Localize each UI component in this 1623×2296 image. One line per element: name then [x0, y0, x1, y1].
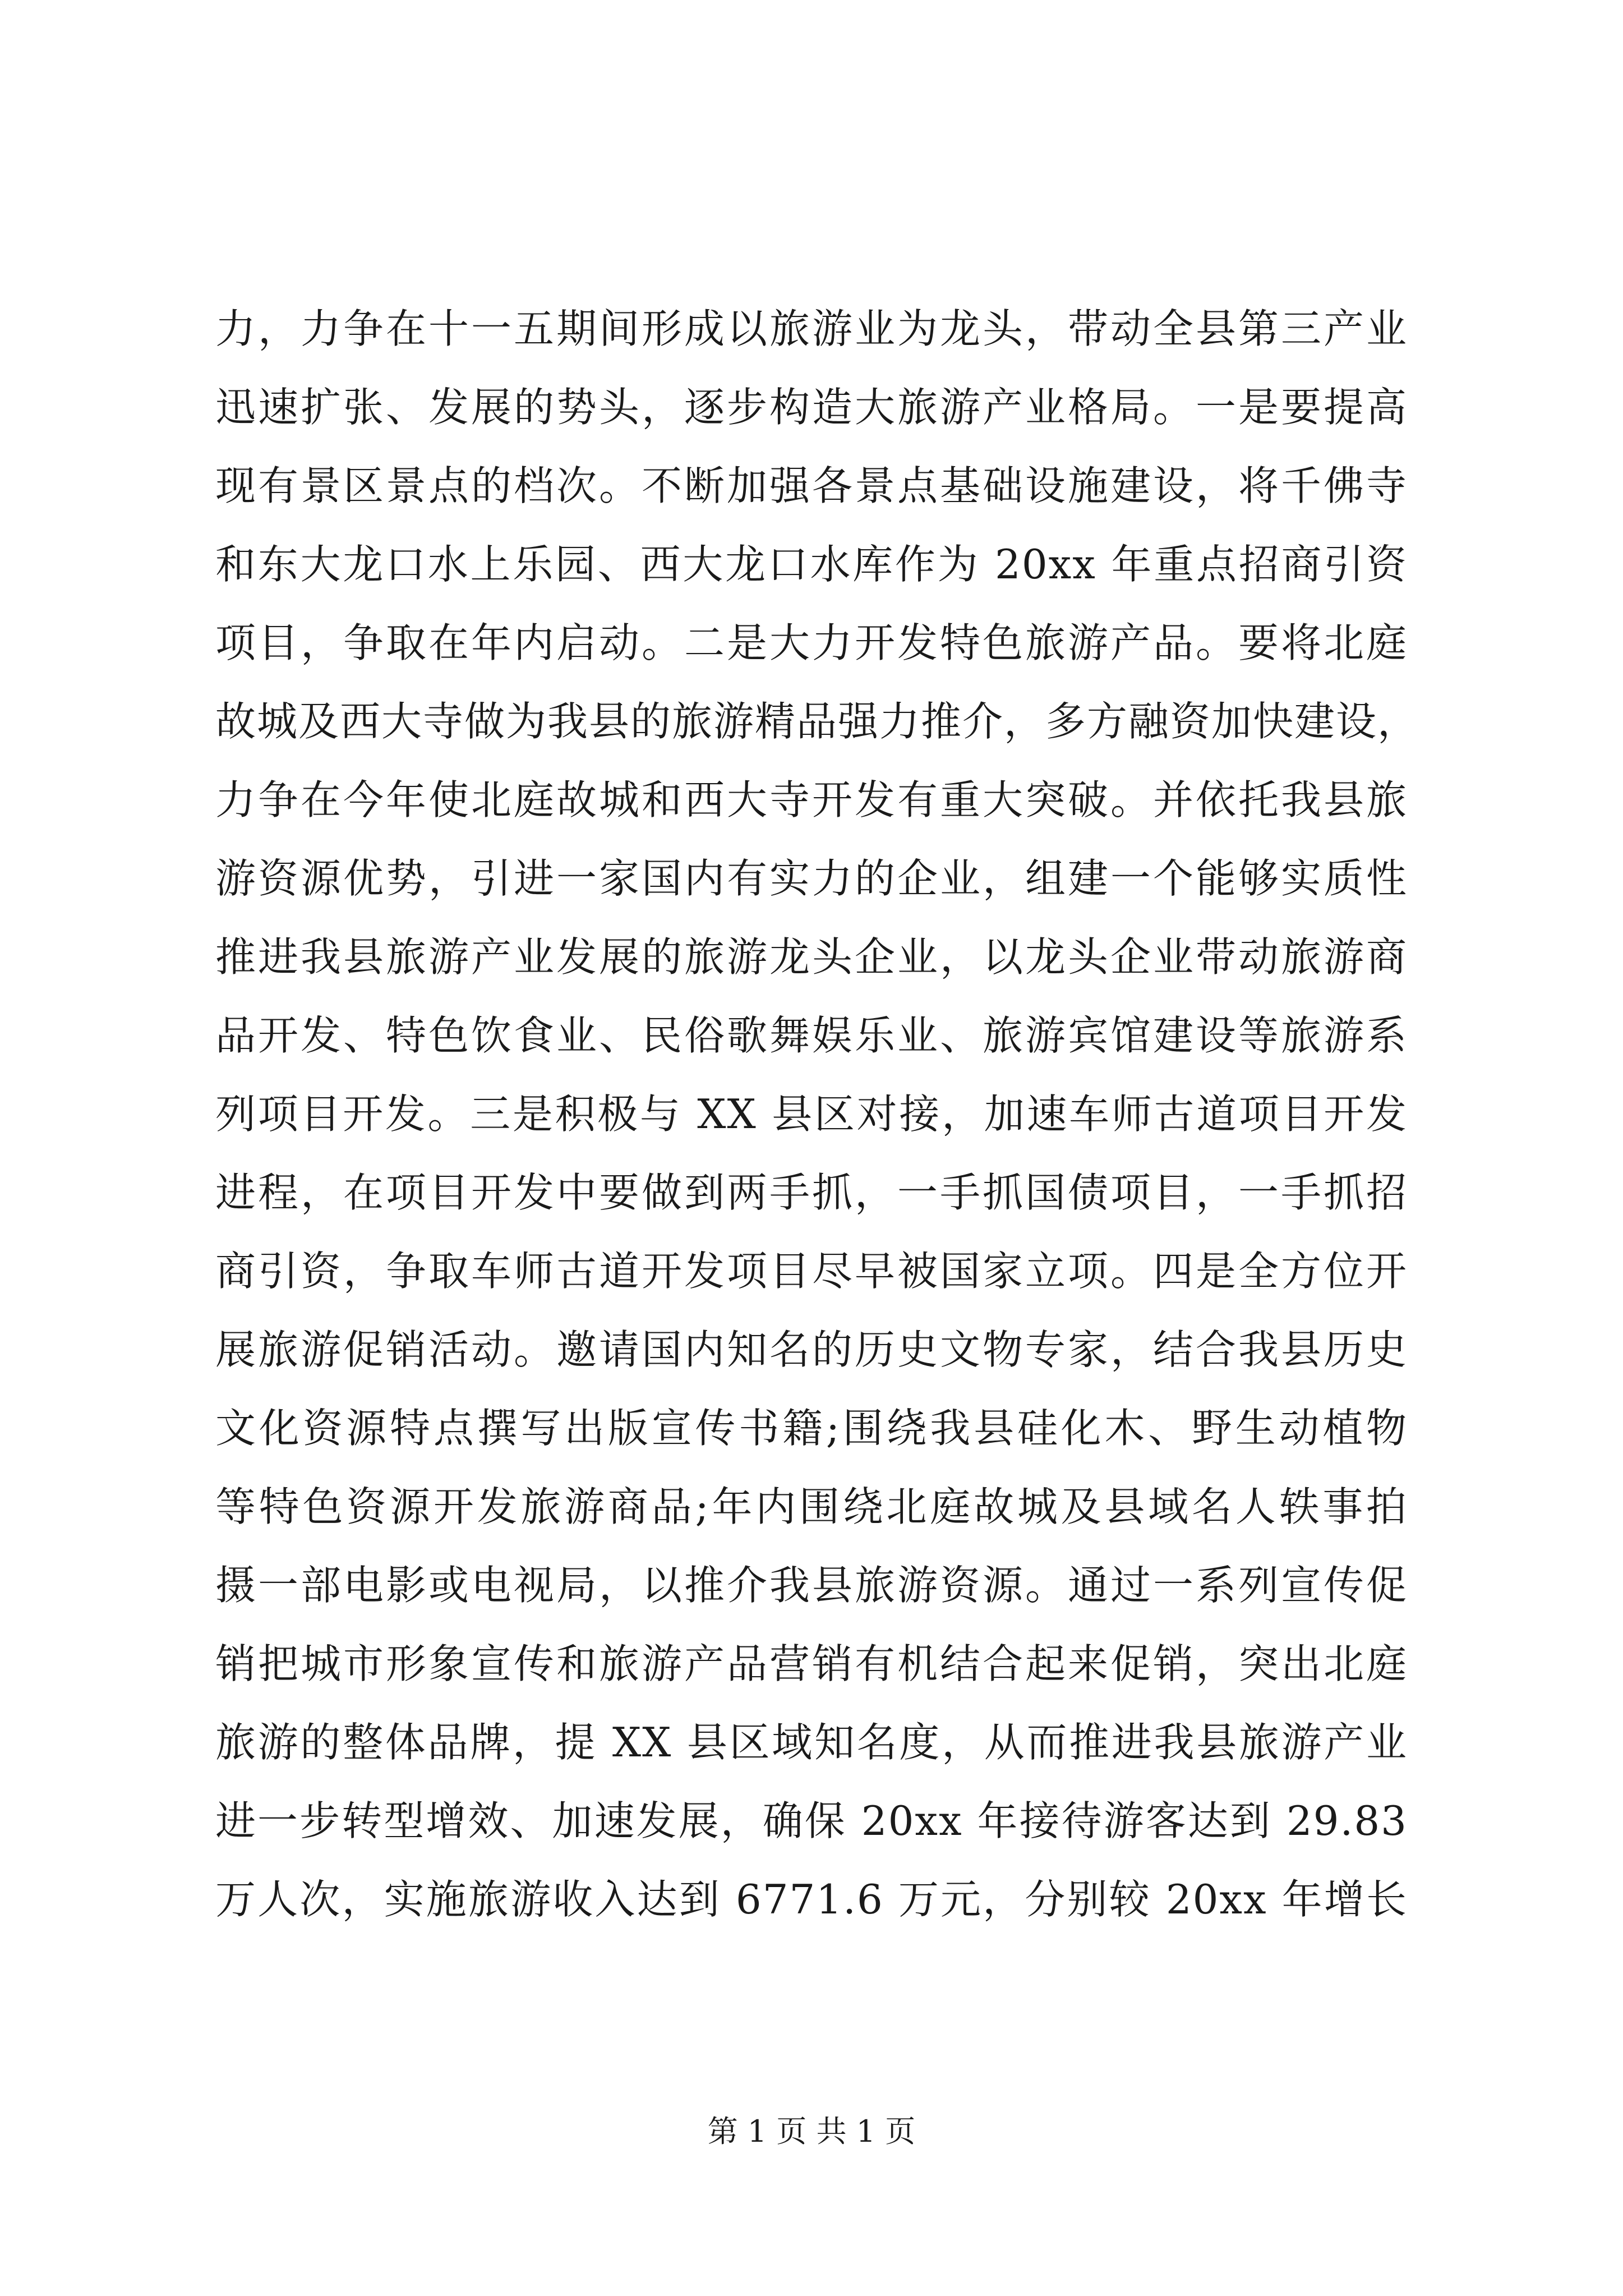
text-line-3: 现有景区景点的档次。不断加强各景点基础设施建设，将千佛寺	[215, 462, 1408, 509]
text-line-12: 进程，在项目开发中要做到两手抓，一手抓国债项目，一手抓招	[215, 1169, 1408, 1216]
text-line-1: 力，力争在十一五期间形成以旅游业为龙头，带动全县第三产业	[215, 305, 1408, 352]
text-line-15: 文化资源特点撰写出版宣传书籍;围绕我县硅化木、野生动植物	[215, 1405, 1408, 1452]
text-line-18: 销把城市形象宣传和旅游产品营销有机结合起来促销，突出北庭	[215, 1640, 1408, 1687]
text-line-11: 列项目开发。三是积极与 XX 县区对接，加速车师古道项目开发	[215, 1091, 1408, 1138]
page-number-label: 第 1 页 共 1 页	[707, 2114, 916, 2149]
text-line-19: 旅游的整体品牌，提 XX 县区域知名度，从而推进我县旅游产业	[215, 1719, 1408, 1766]
text-line-7: 力争在今年使北庭故城和西大寺开发有重大突破。并依托我县旅	[215, 776, 1408, 823]
text-line-4: 和东大龙口水上乐园、西大龙口水库作为 20xx 年重点招商引资	[215, 541, 1408, 588]
text-line-6: 故城及西大寺做为我县的旅游精品强力推介，多方融资加快建设，	[215, 698, 1419, 745]
text-line-16: 等特色资源开发旅游商品;年内围绕北庭故城及县域名人轶事拍	[215, 1483, 1408, 1530]
text-line-21: 万人次，实施旅游收入达到 6771.6 万元，分别较 20xx 年增长	[215, 1876, 1408, 1923]
text-line-5: 项目，争取在年内启动。二是大力开发特色旅游产品。要将北庭	[215, 619, 1408, 666]
text-line-17: 摄一部电影或电视局，以推介我县旅游资源。通过一系列宣传促	[215, 1562, 1408, 1609]
body-text	[215, 289, 1419, 1939]
text-line-20: 进一步转型增效、加速发展，确保 20xx 年接待游客达到 29.83	[215, 1797, 1408, 1844]
text-line-8: 游资源优势，引进一家国内有实力的企业，组建一个能够实质性	[215, 855, 1408, 902]
text-line-10: 品开发、特色饮食业、民俗歌舞娱乐业、旅游宾馆建设等旅游系	[215, 1012, 1408, 1059]
text-line-14: 展旅游促销活动。邀请国内知名的历史文物专家，结合我县历史	[215, 1326, 1408, 1373]
page-footer	[0, 2112, 1623, 2151]
text-line-9: 推进我县旅游产业发展的旅游龙头企业，以龙头企业带动旅游商	[215, 933, 1408, 981]
text-line-2: 迅速扩张、发展的势头，逐步构造大旅游产业格局。一是要提高	[215, 384, 1408, 431]
text-line-13: 商引资，争取车师古道开发项目尽早被国家立项。四是全方位开	[215, 1248, 1408, 1295]
